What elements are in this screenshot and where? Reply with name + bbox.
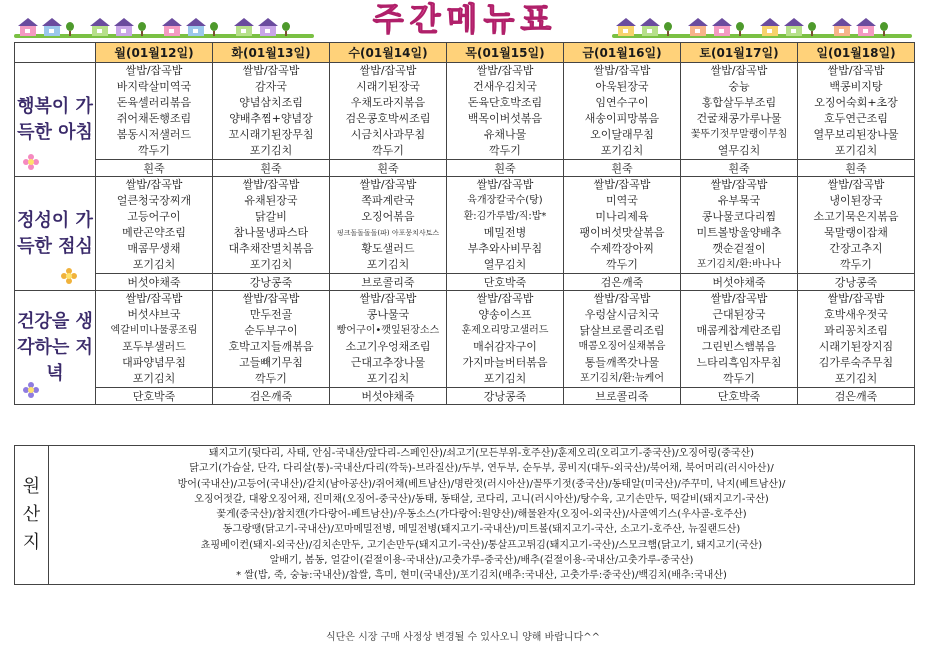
menu-item: 호두연근조림	[824, 112, 888, 125]
menu-item: 육개장칼국수(탕)	[467, 195, 543, 206]
house-icon	[616, 22, 636, 36]
day-header: 화(01월13일)	[213, 43, 330, 63]
menu-item: 깻순겉절이	[712, 242, 766, 255]
menu-item: 근대된장국	[712, 308, 766, 321]
menu-item: 빵어구이•깻잎된장소스	[336, 325, 440, 336]
menu-item: 황도샐러드	[361, 242, 415, 255]
menu-item: 가지마늘버터볶음	[462, 356, 548, 369]
porridge-cell: 버섯야채죽	[681, 274, 798, 291]
menu-item: 매콤오징어실채볶음	[578, 341, 666, 352]
day-header: 수(01월14일)	[330, 43, 447, 63]
menu-item: 부추와사비무침	[467, 242, 543, 255]
menu-item: 메란곤약조림	[122, 226, 186, 239]
menu-item: 엑갈비미나물콩조림	[110, 325, 198, 336]
house-icon	[688, 18, 708, 36]
menu-item: 오징어볶음	[361, 210, 415, 223]
menu-item: 쌀밥/잡곡밥	[359, 292, 417, 305]
menu-item: 깍두기	[606, 258, 638, 271]
menu-cell	[681, 177, 798, 274]
meal-row	[15, 177, 915, 274]
house-icon	[856, 22, 876, 36]
day-header: 일(01월18일)	[798, 43, 915, 63]
menu-item: 오징어숙회+초장	[814, 96, 898, 109]
house-icon	[162, 22, 182, 36]
menu-item: 미역국	[606, 194, 638, 207]
menu-item: 쌀밥/잡곡밥	[242, 178, 300, 191]
menu-item: 쌀밥/잡곡밥	[593, 64, 651, 77]
corner-cell	[15, 43, 96, 63]
menu-item: 순두부구이	[244, 324, 298, 337]
menu-cell	[447, 63, 564, 160]
footnote: 식단은 시장 구매 사정상 변경될 수 있사오니 양해 바랍니다^^	[325, 632, 601, 643]
house-icon	[258, 22, 278, 36]
menu-item: 포기김치	[249, 144, 293, 157]
menu-item: 대추채잔멸치볶음	[228, 242, 314, 255]
menu-item: 쌀밥/잡곡밥	[593, 178, 651, 191]
menu-item: 매쉬감자구이	[473, 340, 537, 353]
menu-item: 쌀밥/잡곡밥	[710, 292, 768, 305]
menu-item: 쌀밥/잡곡밥	[125, 64, 183, 77]
menu-item: 포기김치/환:뉴케어	[579, 373, 665, 384]
porridge-cell: 버섯야채죽	[330, 388, 447, 405]
house-icon	[186, 18, 206, 36]
menu-item: 홍합살두부조림	[701, 96, 777, 109]
menu-item: 쌀밥/잡곡밥	[593, 292, 651, 305]
menu-item: 숭늉	[728, 80, 750, 93]
menu-item: 매콤무생채	[127, 242, 181, 255]
menu-item: 포기김치	[600, 144, 644, 157]
house-icon	[114, 22, 134, 36]
menu-item: 닭갈비	[255, 210, 287, 223]
day-header: 목(01월15일)	[447, 43, 564, 63]
menu-cell	[798, 291, 915, 388]
origin-label: 원산지	[22, 475, 41, 553]
menu-item: 근대고추장나물	[350, 356, 426, 369]
menu-cell	[564, 63, 681, 160]
porridge-cell: 강낭콩죽	[213, 274, 330, 291]
houses-decoration-left	[14, 8, 314, 38]
menu-item: 포기김치	[834, 144, 878, 157]
origin-line: 방어(국내산)/고등어(국내산)/갈치(남아공산)/쥐어채(베트남산)/명란젓(러시아산)/꼴뚜기젓(중국산)/동태알(미국산)/주꾸미, 낙지(베트남산)/	[177, 478, 786, 490]
meal-label-cell	[15, 63, 96, 177]
tree-icon	[210, 22, 218, 36]
menu-item: 백목이버섯볶음	[467, 112, 543, 125]
page-title: 주간메뉴표	[372, 0, 558, 38]
menu-item: 쌀밥/잡곡밥	[359, 178, 417, 191]
menu-item: 김가루숙주무침	[818, 356, 894, 369]
menu-cell	[330, 291, 447, 388]
porridge-cell: 흰죽	[447, 160, 564, 177]
menu-item: 우렁살시금치국	[584, 308, 660, 321]
menu-item: 열무김치	[483, 258, 527, 271]
menu-cell	[447, 177, 564, 274]
day-header: 금(01월16일)	[564, 43, 681, 63]
porridge-cell: 강낭콩죽	[798, 274, 915, 291]
menu-item: 고등어구이	[127, 210, 181, 223]
menu-item: 열무김치	[717, 144, 761, 157]
porridge-cell: 검은깨죽	[564, 274, 681, 291]
day-header: 토(01월17일)	[681, 43, 798, 63]
menu-item: 포기김치/환:바나나	[696, 259, 782, 270]
origin-line: 돼지고기(뒷다리, 사태, 안심-국내산/앞다리-스페인산)/쇠고기(모든부위-호주산)/훈제오리(오리고기-중국산)/오징어링(중국산)	[208, 448, 755, 459]
origin-line: 닭고기(가슴살, 단각, 다리살(통)-국내산/다리(깍둑)-브라질산)/두부, 연두부, 순두부, 콩비지(대두-외국산)/북어채, 북어머리(러시아산)/	[189, 463, 774, 475]
menu-item: 우채도라지볶음	[350, 96, 426, 109]
menu-item: 간장고추지	[829, 242, 883, 255]
menu-item: 닭살브로콜리조림	[579, 324, 665, 337]
menu-item: 꼬시래기된장무침	[228, 128, 314, 141]
house-icon	[784, 18, 804, 36]
menu-item: 감자국	[255, 80, 287, 93]
menu-item: 시래기된장지짐	[818, 340, 894, 353]
menu-item: 쌀밥/잡곡밥	[827, 292, 885, 305]
menu-item: 팽이버섯맛살볶음	[579, 226, 665, 239]
origin-line: 쵸핑베이컨(돼지-외국산)/김치손만두, 고기손만두(돼지고기-국산)/통살프고튀김(돼지고기-국산)/스모크햄(닭고기, 돼지고기(국산)	[200, 539, 763, 551]
tree-icon	[736, 22, 744, 36]
menu-item: 건굴채콩가루나물	[696, 112, 782, 125]
tree-icon	[808, 22, 816, 36]
menu-item: 깍두기	[489, 144, 521, 157]
menu-item: 쌀밥/잡곡밥	[827, 64, 885, 77]
tree-icon	[664, 22, 672, 36]
menu-item: 쌀밥/잡곡밥	[242, 64, 300, 77]
menu-item: 쌀밥/잡곡밥	[710, 64, 768, 77]
day-header: 월(01월12일)	[96, 43, 213, 63]
menu-item: 건새우김치국	[473, 80, 537, 93]
porridge-cell: 흰죽	[96, 160, 213, 177]
menu-cell	[564, 291, 681, 388]
menu-item: 포기김치	[132, 258, 176, 271]
menu-cell	[213, 177, 330, 274]
menu-item: 만두전골	[249, 308, 293, 321]
menu-item: 쌀밥/잡곡밥	[827, 178, 885, 191]
menu-item: 유채나물	[483, 128, 527, 141]
flower-icon	[61, 268, 77, 284]
menu-item: 콩나물코다리찜	[701, 210, 777, 223]
menu-item: 유부묵국	[717, 194, 761, 207]
porridge-cell: 브로콜리죽	[330, 274, 447, 291]
menu-cell	[681, 63, 798, 160]
menu-item: 쌀밥/잡곡밥	[476, 178, 534, 191]
porridge-cell: 단호박죽	[447, 274, 564, 291]
menu-cell	[213, 63, 330, 160]
porridge-row	[15, 388, 915, 405]
porridge-row	[15, 274, 915, 291]
house-icon	[832, 18, 852, 36]
menu-item: 호박새우젓국	[824, 308, 888, 321]
house-icon	[760, 22, 780, 36]
menu-item: 바지락살미역국	[116, 80, 192, 93]
menu-item: 소고기묵은지볶음	[813, 210, 899, 223]
menu-item: 검은콩호박씨조림	[345, 112, 431, 125]
menu-item: 메밀전병	[483, 226, 527, 239]
menu-item: 쌀밥/잡곡밥	[125, 292, 183, 305]
origin-line: 알배기, 봄동, 얼갈이(겉절이용-국내산)/고춧가루-중국산)/배추(겉절이용-국내산/고춧가루-중국산)	[269, 555, 694, 567]
origin-line: 오징어젓갈, 대왕오징어채, 진미채(오징어-중국산)/동태, 동태살, 코다리, 고니(러시아산)/탕수육, 고기손만두, 떡갈비(돼지고기-국산)	[194, 493, 769, 505]
menu-item: 쪽파계란국	[361, 194, 415, 207]
menu-item: 쥐어채돈행조림	[116, 112, 192, 125]
menu-cell	[330, 63, 447, 160]
porridge-cell: 브로콜리죽	[564, 388, 681, 405]
menu-item: 포기김치	[366, 372, 410, 385]
meal-row	[15, 63, 915, 160]
menu-item: 꽃뚜기젓무말랭이무침	[690, 129, 788, 140]
menu-item: 묵말랭이잡채	[824, 226, 888, 239]
porridge-cell: 흰죽	[330, 160, 447, 177]
menu-cell	[798, 177, 915, 274]
porridge-cell: 강낭콩죽	[447, 388, 564, 405]
porridge-cell: 버섯야채죽	[96, 274, 213, 291]
weekly-menu-table	[14, 42, 915, 405]
menu-item: 쌀밥/잡곡밥	[710, 178, 768, 191]
menu-item: 대파양념무침	[122, 356, 186, 369]
menu-item: 오이달래무침	[590, 128, 654, 141]
houses-decoration-right	[612, 8, 912, 38]
menu-item: 냉이된장국	[829, 194, 883, 207]
menu-item: 새송이피망볶음	[584, 112, 660, 125]
tree-icon	[66, 22, 74, 36]
menu-cell	[96, 63, 213, 160]
porridge-cell: 흰죽	[564, 160, 681, 177]
menu-item: 깍두기	[255, 372, 287, 385]
menu-item: 아욱된장국	[595, 80, 649, 93]
menu-item: 포기김치	[366, 258, 410, 271]
menu-item: 돈육단호박조림	[467, 96, 543, 109]
menu-cell	[564, 177, 681, 274]
menu-item: 매콤케찹계란조림	[696, 324, 782, 337]
origin-line: 꽃게(중국산)/참치캔(가다랑어-베트남산)/우동소스(가다랑어:원양산)/해물완자(오징어-외국산)/사골엑기스(우사골-호주산)	[216, 509, 747, 521]
menu-item: 그린빈스햄볶음	[701, 340, 777, 353]
menu-item: 꽈리꽁치조림	[824, 324, 888, 337]
meal-label-cell	[15, 177, 96, 291]
house-icon	[640, 18, 660, 36]
menu-item: 포기김치	[249, 258, 293, 271]
menu-item: 콩나물국	[366, 308, 410, 321]
menu-item: 느타리흑임자무침	[696, 356, 782, 369]
menu-cell	[330, 177, 447, 274]
porridge-cell: 흰죽	[681, 160, 798, 177]
menu-item: 미트볼방울양배추	[696, 226, 782, 239]
flower-icon	[23, 154, 39, 170]
menu-item: 백콩비지탕	[829, 80, 883, 93]
origin-table	[14, 445, 915, 585]
menu-item: 포기김치	[483, 372, 527, 385]
menu-item: 양송이스프	[478, 308, 532, 321]
menu-cell	[96, 177, 213, 274]
house-icon	[42, 18, 62, 36]
menu-item: 쌀밥/잡곡밥	[242, 292, 300, 305]
house-icon	[712, 22, 732, 36]
header	[0, 0, 926, 40]
menu-item: 깍두기	[138, 144, 170, 157]
origin-label-cell	[15, 446, 49, 585]
tree-icon	[880, 22, 888, 36]
menu-item: 호박고지들깨볶음	[228, 340, 314, 353]
menu-item: 미나리제육	[595, 210, 649, 223]
porridge-cell: 검은깨죽	[213, 388, 330, 405]
menu-item: 고들빼기무침	[239, 356, 303, 369]
menu-item: 얼큰청국장찌개	[116, 194, 192, 207]
menu-item: 깍두기	[723, 372, 755, 385]
porridge-cell: 흰죽	[798, 160, 915, 177]
menu-item: 열무보리된장나물	[813, 128, 899, 141]
menu-item: 봄동시저샐러드	[116, 128, 192, 141]
menu-item: 버섯샤브국	[127, 308, 181, 321]
menu-item: 포기김치	[834, 372, 878, 385]
porridge-cell: 단호박죽	[681, 388, 798, 405]
origin-line: * 쌀(밥, 죽, 숭늉:국내산)/찹쌀, 흑미, 현미(국내산)/포기김치(배추:국내산, 고춧가루:중국산)/백김치(배추:국내산)	[236, 570, 727, 582]
menu-item: 시금치사과무침	[350, 128, 426, 141]
menu-item: 양념삼치조림	[239, 96, 303, 109]
menu-item: 쌀밥/잡곡밥	[476, 64, 534, 77]
meal-row	[15, 291, 915, 388]
menu-item: 돈육셀러리볶음	[116, 96, 192, 109]
menu-item: 쌀밥/잡곡밥	[125, 178, 183, 191]
menu-item: 쌀밥/잡곡밥	[476, 292, 534, 305]
menu-item: 핑크돌돌돌돌(파) 아포뭉치사토스	[336, 229, 440, 237]
menu-item: 유채된장국	[244, 194, 298, 207]
meal-label-cell	[15, 291, 96, 405]
flower-icon	[23, 382, 39, 398]
menu-item: 소고기우엉채조림	[345, 340, 431, 353]
porridge-cell: 흰죽	[213, 160, 330, 177]
menu-item: 쌀밥/잡곡밥	[359, 64, 417, 77]
menu-item: 깍두기	[372, 144, 404, 157]
tree-icon	[282, 22, 290, 36]
menu-cell	[681, 291, 798, 388]
menu-item: 참나물냉파스타	[233, 226, 309, 239]
menu-item: 통들깨쪽갓나물	[584, 356, 660, 369]
origin-list	[49, 446, 915, 585]
meal-label: 정성이 가득한 점심	[17, 209, 93, 257]
menu-item: 깍두기	[840, 258, 872, 271]
menu-item: 포두부샐러드	[122, 340, 186, 353]
menu-item: 임연수구이	[595, 96, 649, 109]
menu-item: 시래기된장국	[356, 80, 420, 93]
menu-item: 포기김치	[132, 372, 176, 385]
day-header-row	[15, 43, 915, 63]
menu-cell	[213, 291, 330, 388]
menu-cell	[798, 63, 915, 160]
menu-item: 훈제오리망고샐러드	[461, 325, 549, 336]
menu-item: 환:김가루밥/직:밥*	[463, 211, 547, 222]
tree-icon	[138, 22, 146, 36]
house-icon	[90, 18, 110, 36]
porridge-row	[15, 160, 915, 177]
origin-line: 동그랑땡(닭고기-국내산)/꼬마메밀전병, 메밀전병(돼지고기-국내산)/미트볼(돼지고기-국산, 소고기-호주산, 뉴질랜드산)	[222, 524, 741, 536]
house-icon	[234, 18, 254, 36]
meal-label: 행복이 가득한 아침	[17, 95, 93, 143]
meal-label: 건강을 생각하는 저녁	[17, 310, 93, 384]
porridge-cell: 단호박죽	[96, 388, 213, 405]
porridge-cell: 검은깨죽	[798, 388, 915, 405]
menu-cell	[447, 291, 564, 388]
house-icon	[18, 22, 38, 36]
menu-item: 수제깍장아찌	[590, 242, 654, 255]
menu-cell	[96, 291, 213, 388]
menu-item: 양배추찜+양념장	[229, 112, 313, 125]
